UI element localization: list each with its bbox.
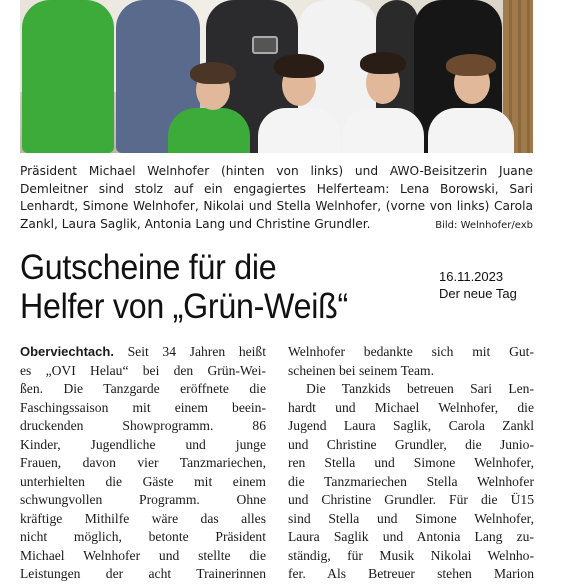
publication-name: Der neue Tag: [439, 286, 517, 301]
article-column-right: [288, 343, 534, 584]
caption-text: Präsident Michael Welnhofer (hinten von links) und AWO-Beisitzerin Juane Demleitner sind stolz auf ein engagiertes Helferteam: Lena Borowski, Sari Lenhardt, Simone Welnhofer, Nikolai und Stella Welnhofer, (vorne von links) Carola Zankl, Laura Saglik, Antonia Lang und Christine Grundler.: [20, 164, 533, 231]
article-line: Welnhofer bedankte sich mit Gut-: [288, 344, 534, 359]
person-figure: [22, 0, 114, 153]
article-line: es „OVI Helau“ bei den Grün-Wei-: [20, 362, 266, 378]
article-line: ständig, für Musik Nikolai Welnho-: [288, 547, 534, 563]
article-line: nicht möglich, betonte Präsident: [20, 529, 266, 544]
article-line: scheinen bei seinem Team.: [288, 362, 435, 378]
headline-line-2: Helfer von „Grün-Weiß“: [20, 287, 348, 326]
article-line: Frauen, davon vier Tanzmariechen,: [20, 455, 266, 470]
person-figure: [428, 108, 514, 153]
group-photo: [20, 0, 533, 153]
article-line: und Christine Grundler. Für die Ü15: [288, 492, 534, 507]
article-line: schwungvollen Programm. Ohne: [20, 492, 266, 507]
photo-credit: Bild: Welnhofer/exb: [435, 219, 533, 231]
article-headline: [20, 248, 440, 326]
article-column-left: [20, 343, 266, 584]
article-line: Faschingssaison mit einem beein-: [20, 399, 266, 415]
person-hair: [274, 54, 324, 78]
article-line: sind Stella und Simone Welnhofer,: [288, 510, 534, 526]
article-line: ßen. Die Tanzgarde eröffnete die: [20, 381, 266, 396]
article-line: und Christine Grundler, die Junio-: [288, 436, 534, 452]
person-figure: [168, 108, 250, 153]
person-figure: [258, 108, 340, 153]
person-hair: [446, 54, 496, 76]
article-date: 16.11.2023: [439, 269, 504, 284]
article-line: Die Tanzkids betreuen Sari Len-: [306, 381, 534, 396]
article-line: Laura Saglik und Antonia Lang zu-: [288, 529, 534, 544]
article-lead: Oberviechtach.: [20, 344, 114, 359]
person-hair: [190, 62, 236, 84]
trophy-object: [252, 36, 278, 54]
dateline: [439, 268, 549, 302]
headline-line-1: Gutscheine für die: [20, 248, 277, 287]
person-hair: [360, 52, 406, 74]
article-line: Oberviechtach. Seit 34 Jahren heißt: [20, 344, 266, 359]
article-line: Jugend Laura Saglik, Carola Zankl: [288, 418, 534, 433]
article-line: unterhielten die Gäste mit einem: [20, 473, 266, 489]
article-line: druckenden Showprogramm. 86: [20, 418, 266, 433]
article-line: ren Stella und Simone Welnhofer,: [288, 455, 534, 470]
photo-caption: [20, 163, 533, 234]
article-line: Leistungen der acht Trainerinnen: [20, 566, 266, 581]
article-line: fer. Als Betreuer stehen Marion: [288, 566, 534, 581]
article-line: Kinder, Jugendliche und junge: [20, 436, 266, 452]
article-line: die Tanzmariechen Stella Welnhofer: [288, 473, 534, 489]
article-line: hardt und Michael Welnhofer, die: [288, 399, 534, 415]
article-line: kräftige Mithilfe wäre das alles: [20, 510, 266, 526]
person-figure: [342, 108, 424, 153]
article-line: Michael Welnhofer und stellte die: [20, 547, 266, 563]
